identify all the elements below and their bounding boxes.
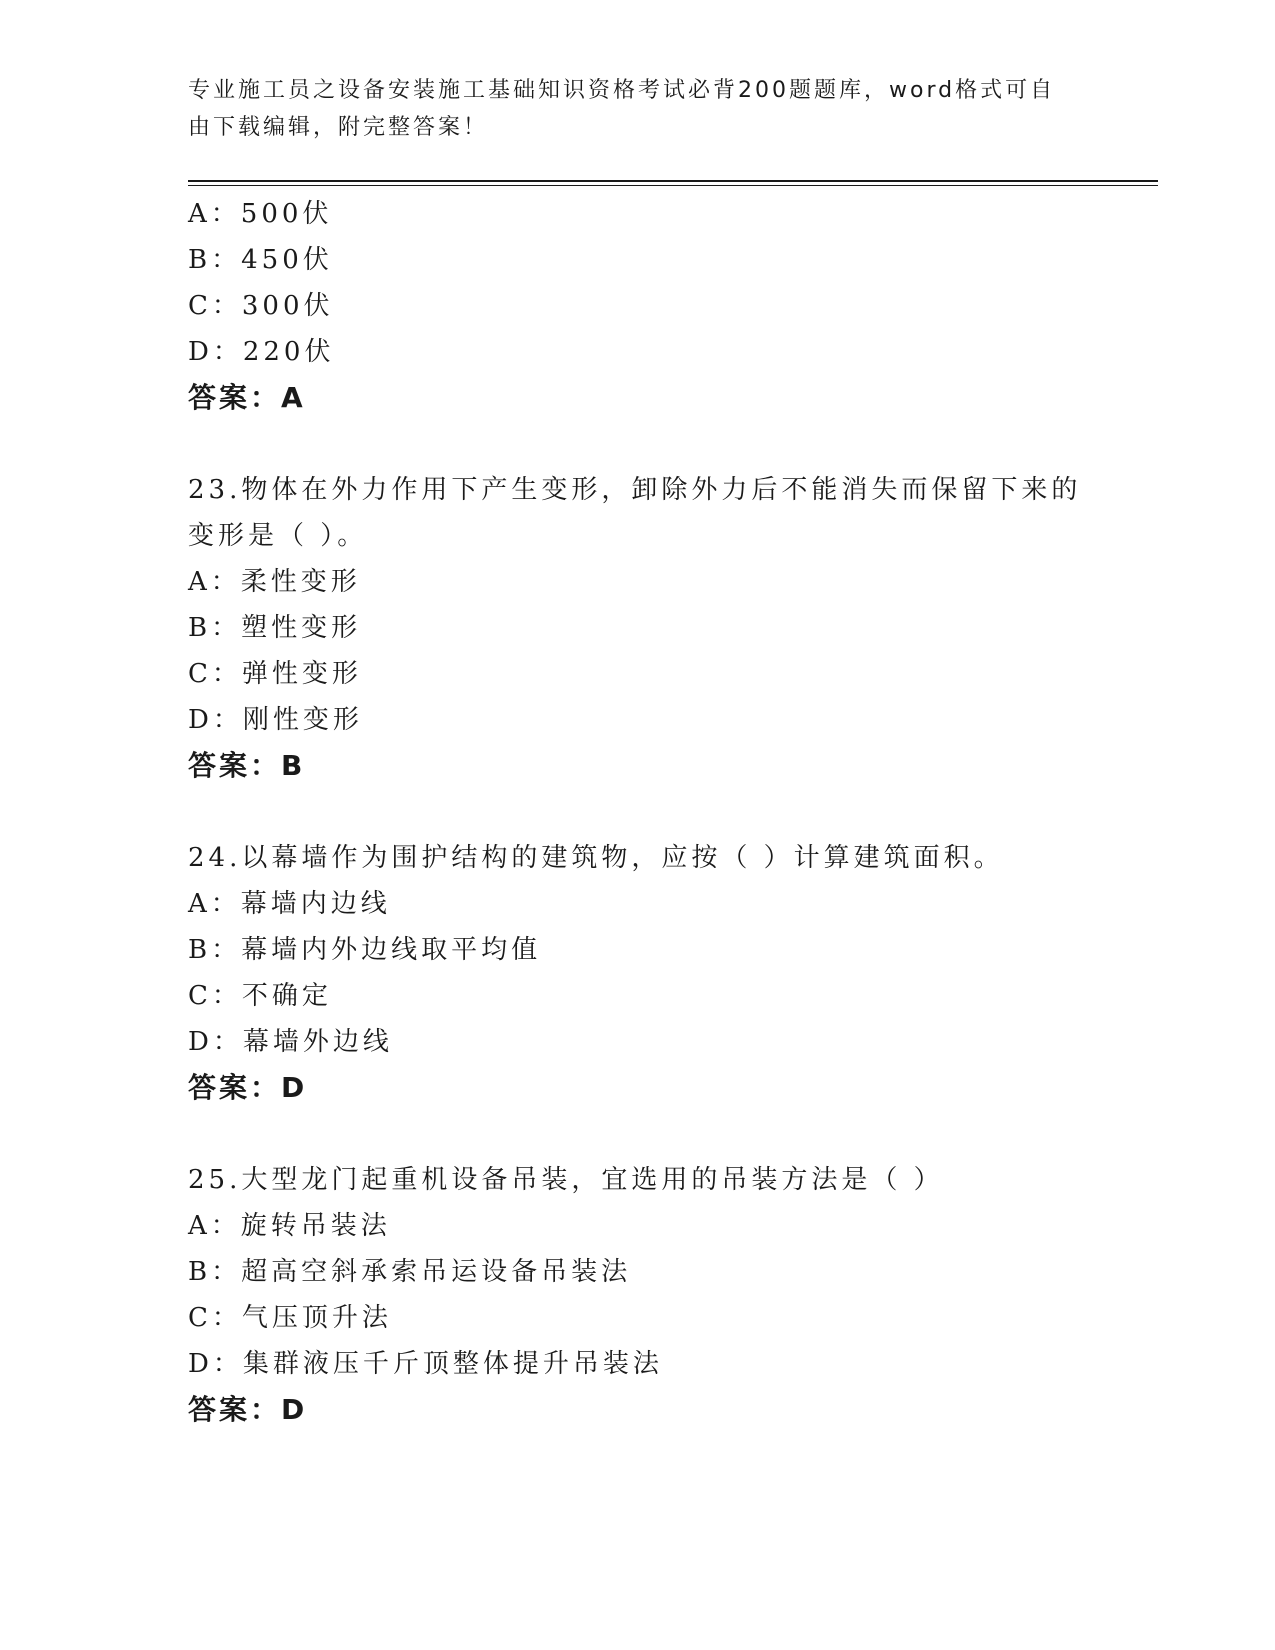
option-d: D：220伏: [188, 337, 335, 367]
option-b: B：超高空斜承索吊运设备吊装法: [188, 1257, 632, 1287]
option-b: B：塑性变形: [188, 613, 362, 643]
answer-line: 答案：B: [188, 749, 306, 782]
question-22-continued: [188, 191, 1088, 421]
question-stem: 25.大型龙门起重机设备吊装，宜选用的吊装方法是（ ）: [188, 1165, 944, 1195]
question-stem: 23.物体在外力作用下产生变形，卸除外力后不能消失而保留下来的变形是（ ）。: [188, 475, 1082, 551]
spacer: [188, 789, 1088, 835]
option-d: D：幕墙外边线: [188, 1027, 393, 1057]
spacer: [188, 421, 1088, 467]
option-a: A：旋转吊装法: [188, 1211, 391, 1241]
option-a: A：柔性变形: [188, 567, 361, 597]
answer-line: 答案：D: [188, 1393, 308, 1426]
header-divider-thin: [188, 185, 1158, 186]
spacer: [188, 1111, 1088, 1157]
header-divider-thick: [188, 180, 1158, 182]
option-a: A：500伏: [188, 199, 333, 229]
option-c: C：气压顶升法: [188, 1303, 392, 1333]
question-24: [188, 835, 1088, 1111]
option-d: D：集群液压千斤顶整体提升吊装法: [188, 1349, 663, 1379]
question-content: [188, 191, 1088, 1433]
option-c: C：300伏: [188, 291, 334, 321]
option-c: C：不确定: [188, 981, 332, 1011]
option-b: B：450伏: [188, 245, 333, 275]
option-c: C：弹性变形: [188, 659, 362, 689]
answer-line: 答案：A: [188, 381, 306, 414]
question-stem: 24.以幕墙作为围护结构的建筑物，应按（ ）计算建筑面积。: [188, 843, 1004, 873]
option-a: A：幕墙内边线: [188, 889, 391, 919]
option-d: D：刚性变形: [188, 705, 363, 735]
document-header: 专业施工员之设备安装施工基础知识资格考试必背200题题库，word格式可自由下载编辑，附完整答案！: [188, 78, 1056, 140]
question-25: [188, 1157, 1088, 1433]
question-23: [188, 467, 1088, 789]
option-b: B：幕墙内外边线取平均值: [188, 935, 542, 965]
answer-line: 答案：D: [188, 1071, 308, 1104]
